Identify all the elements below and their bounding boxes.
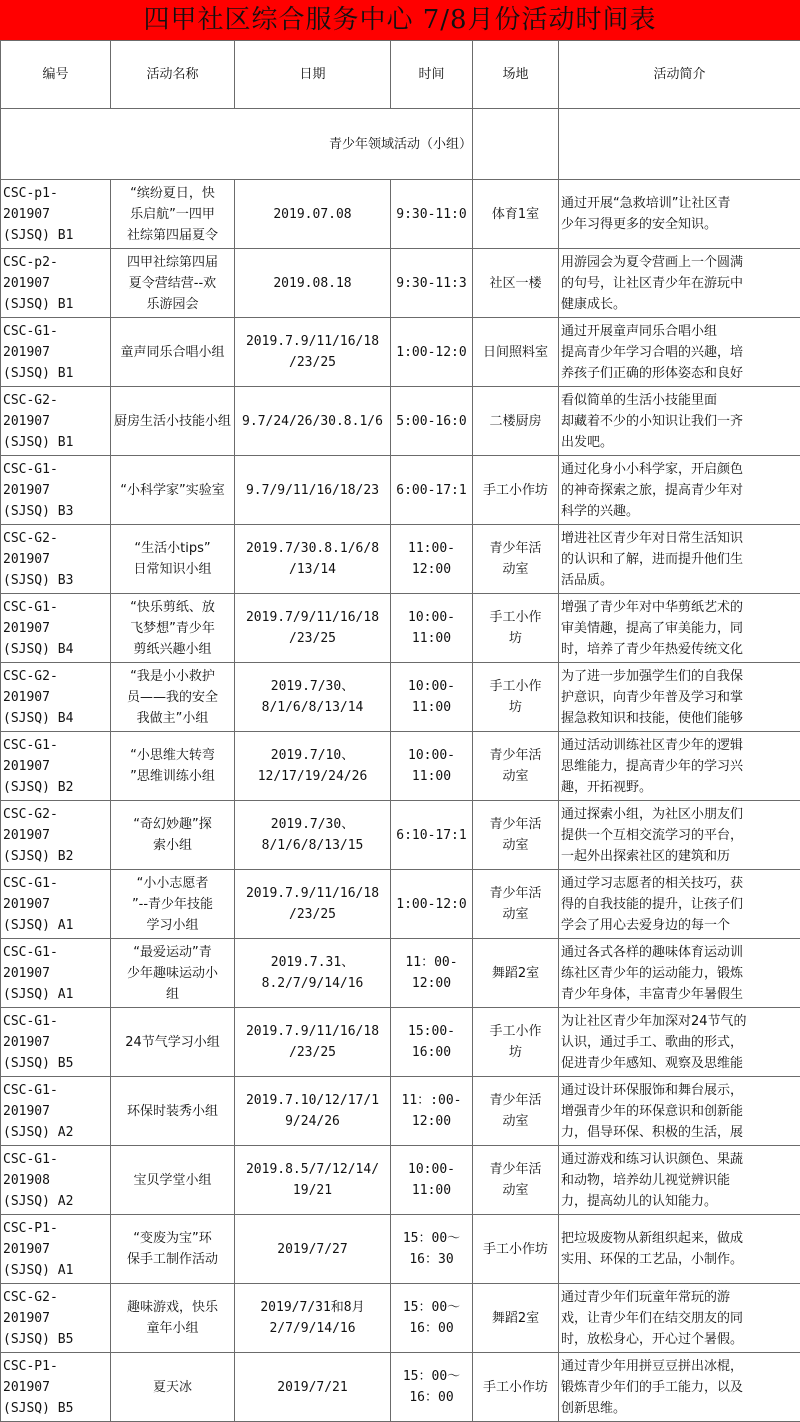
activity-time: 6:10-17:1: [391, 801, 473, 870]
header-venue: 场地: [473, 41, 559, 109]
activity-date: 2019/7/27: [235, 1215, 391, 1284]
activity-desc: 通过开展“急救培训”让社区青 少年习得更多的安全知识。: [559, 180, 800, 249]
activity-venue: 手工小作坊: [473, 456, 559, 525]
table-row: [1, 1077, 800, 1146]
activity-code: CSC-G2- 201907 (SJSQ) B5: [1, 1284, 111, 1353]
activity-date: 2019.8.5/7/12/14/ 19/21: [235, 1146, 391, 1215]
activity-time: 10:00- 11:00: [391, 732, 473, 801]
activity-name: “生活小tips” 日常知识小组: [111, 525, 235, 594]
header-desc: 活动简介: [559, 41, 800, 109]
activity-desc: 通过开展童声同乐合唱小组 提高青少年学习合唱的兴趣，培 养孩子们正确的形体姿态和良好: [559, 318, 800, 387]
activity-code: CSC-G1- 201907 (SJSQ) A1: [1, 870, 111, 939]
activity-venue: 青少年活 动室: [473, 525, 559, 594]
activity-code: CSC-G1- 201907 (SJSQ) B5: [1, 1008, 111, 1077]
activity-code: CSC-G1- 201907 (SJSQ) B1: [1, 318, 111, 387]
section-cell: [473, 109, 559, 180]
activity-date: 2019.7.9/11/16/18 /23/25: [235, 318, 391, 387]
activity-name: “奇幻妙趣”探 索小组: [111, 801, 235, 870]
table-row: [1, 732, 800, 801]
activity-date: 9.7/24/26/30.8.1/6: [235, 387, 391, 456]
table-row: [1, 1284, 800, 1353]
activity-time: 6:00-17:1: [391, 456, 473, 525]
header-code: 编号: [1, 41, 111, 109]
activity-venue: 手工小作 坊: [473, 594, 559, 663]
table-row: [1, 1353, 800, 1422]
activity-desc: 把垃圾废物从新组织起来，做成 实用、环保的工艺品，小制作。: [559, 1215, 800, 1284]
activity-code: CSC-G1- 201907 (SJSQ) B2: [1, 732, 111, 801]
activity-time: 11：00- 12:00: [391, 939, 473, 1008]
activity-date: 2019.7.31、 8.2/7/9/14/16: [235, 939, 391, 1008]
activity-venue: 青少年活 动室: [473, 732, 559, 801]
table-row: [1, 249, 800, 318]
activity-venue: 手工小作坊: [473, 1353, 559, 1422]
activity-date: 2019.7/30、 8/1/6/8/13/15: [235, 801, 391, 870]
activity-venue: 二楼厨房: [473, 387, 559, 456]
header-date: 日期: [235, 41, 391, 109]
table-row: [1, 1008, 800, 1077]
activity-name: 趣味游戏，快乐 童年小组: [111, 1284, 235, 1353]
activity-name: “快乐剪纸、放 飞梦想”青少年 剪纸兴趣小组: [111, 594, 235, 663]
table-row: [1, 456, 800, 525]
table-row: [1, 318, 800, 387]
activity-desc: 通过学习志愿者的相关技巧，获 得的自我技能的提升，让孩子们 学会了用心去爱身边的每一个: [559, 870, 800, 939]
activity-desc: 通过探索小组，为社区小朋友们 提供一个互相交流学习的平台， 一起外出探索社区的建筑和历: [559, 801, 800, 870]
schedule-table: [0, 40, 800, 1422]
activity-time: 9:30-11:0: [391, 180, 473, 249]
activity-date: 2019.7.9/11/16/18 /23/25: [235, 870, 391, 939]
activity-name: 童声同乐合唱小组: [111, 318, 235, 387]
section-cell: [559, 109, 800, 180]
table-row: [1, 939, 800, 1008]
activity-time: 10:00- 11:00: [391, 663, 473, 732]
table-row: [1, 180, 800, 249]
activity-code: CSC-P1- 201907 (SJSQ) B5: [1, 1353, 111, 1422]
activity-name: “小科学家”实验室: [111, 456, 235, 525]
activity-date: 2019.7.9/11/16/18 /23/25: [235, 1008, 391, 1077]
activity-desc: 增进社区青少年对日常生活知识 的认识和了解，进而提升他们生 活品质。: [559, 525, 800, 594]
activity-name: 宝贝学堂小组: [111, 1146, 235, 1215]
activity-desc: 通过青少年们玩童年常玩的游 戏，让青少年们在结交朋友的同 时，放松身心，开心过个暑假。: [559, 1284, 800, 1353]
activity-code: CSC-G1- 201907 (SJSQ) B3: [1, 456, 111, 525]
activity-code: CSC-G1- 201907 (SJSQ) B4: [1, 594, 111, 663]
activity-venue: 青少年活 动室: [473, 870, 559, 939]
activity-name: “我是小小救护 员——我的安全 我做主”小组: [111, 663, 235, 732]
table-row: [1, 663, 800, 732]
activity-desc: 通过活动训练社区青少年的逻辑 思维能力，提高青少年的学习兴 趣，开拓视野。: [559, 732, 800, 801]
section-label: 青少年领域活动（小组）: [1, 109, 473, 180]
table-row: [1, 594, 800, 663]
activity-code: CSC-p2- 201907 (SJSQ) B1: [1, 249, 111, 318]
activity-time: 15：00～ 16：00: [391, 1284, 473, 1353]
activity-name: “缤纷夏日，快 乐启航”一四甲 社综第四届夏令: [111, 180, 235, 249]
activity-time: 11：:00- 12:00: [391, 1077, 473, 1146]
activity-code: CSC-p1- 201907 (SJSQ) B1: [1, 180, 111, 249]
activity-time: 10:00- 11:00: [391, 594, 473, 663]
activity-desc: 为让社区青少年加深对24节气的 认识，通过手工、歌曲的形式， 促进青少年感知、观察及思维能: [559, 1008, 800, 1077]
activity-code: CSC-G1- 201908 (SJSQ) A2: [1, 1146, 111, 1215]
activity-date: 2019.7/30.8.1/6/8 /13/14: [235, 525, 391, 594]
activity-time: 9:30-11:3: [391, 249, 473, 318]
activity-date: 2019.08.18: [235, 249, 391, 318]
activity-code: CSC-G1- 201907 (SJSQ) A1: [1, 939, 111, 1008]
activity-name: 24节气学习小组: [111, 1008, 235, 1077]
header-time: 时间: [391, 41, 473, 109]
activity-time: 15：00～ 16：30: [391, 1215, 473, 1284]
activity-desc: 通过设计环保服饰和舞台展示， 增强青少年的环保意识和创新能 力，倡导环保、积极的生活，展: [559, 1077, 800, 1146]
activity-desc: 看似简单的生活小技能里面 却藏着不少的小知识让我们一齐 出发吧。: [559, 387, 800, 456]
activity-venue: 青少年活 动室: [473, 801, 559, 870]
activity-date: 2019/7/21: [235, 1353, 391, 1422]
activity-venue: 社区一楼: [473, 249, 559, 318]
activity-venue: 青少年活 动室: [473, 1077, 559, 1146]
activity-code: CSC-G2- 201907 (SJSQ) B4: [1, 663, 111, 732]
activity-date: 2019/7/31和8月 2/7/9/14/16: [235, 1284, 391, 1353]
activity-code: CSC-G2- 201907 (SJSQ) B3: [1, 525, 111, 594]
activity-venue: 手工小作坊: [473, 1215, 559, 1284]
activity-name: “最爱运动”青 少年趣味运动小 组: [111, 939, 235, 1008]
activity-desc: 通过青少年用拼豆豆拼出冰棍， 锻炼青少年们的手工能力，以及 创新思维。: [559, 1353, 800, 1422]
activity-venue: 舞蹈2室: [473, 939, 559, 1008]
table-row: [1, 387, 800, 456]
activity-date: 2019.7.10/12/17/1 9/24/26: [235, 1077, 391, 1146]
activity-desc: 为了进一步加强学生们的自我保 护意识，向青少年普及学习和掌 握急救知识和技能，使他们能够: [559, 663, 800, 732]
table-row: [1, 525, 800, 594]
activity-time: 1:00-12:0: [391, 870, 473, 939]
activity-code: CSC-G2- 201907 (SJSQ) B2: [1, 801, 111, 870]
activity-time: 11:00- 12:00: [391, 525, 473, 594]
table-row: [1, 1146, 800, 1215]
activity-desc: 通过游戏和练习认识颜色、果蔬 和动物，培养幼儿视觉辨识能 力，提高幼儿的认知能力。: [559, 1146, 800, 1215]
activity-venue: 手工小作 坊: [473, 1008, 559, 1077]
activity-name: “小小志愿者 ”--青少年技能 学习小组: [111, 870, 235, 939]
activity-name: “小思维大转弯 ”思维训练小组: [111, 732, 235, 801]
activity-desc: 通过化身小小科学家，开启颜色 的神奇探索之旅，提高青少年对 科学的兴趣。: [559, 456, 800, 525]
activity-date: 2019.7/30、 8/1/6/8/13/14: [235, 663, 391, 732]
activity-time: 1:00-12:0: [391, 318, 473, 387]
activity-venue: 手工小作 坊: [473, 663, 559, 732]
activity-date: 9.7/9/11/16/18/23: [235, 456, 391, 525]
activity-code: CSC-P1- 201907 (SJSQ) A1: [1, 1215, 111, 1284]
activity-code: CSC-G2- 201907 (SJSQ) B1: [1, 387, 111, 456]
activity-date: 2019.07.08: [235, 180, 391, 249]
section-row: [1, 109, 800, 180]
activity-venue: 舞蹈2室: [473, 1284, 559, 1353]
activity-venue: 体育1室: [473, 180, 559, 249]
activity-date: 2019.7/9/11/16/18 /23/25: [235, 594, 391, 663]
activity-name: 夏天冰: [111, 1353, 235, 1422]
activity-venue: 日间照料室: [473, 318, 559, 387]
activity-desc: 增强了青少年对中华剪纸艺术的 审美情趣，提高了审美能力，同 时，培养了青少年热爱传统文化: [559, 594, 800, 663]
table-row: [1, 870, 800, 939]
table-header-row: [1, 41, 800, 109]
activity-name: “变废为宝”环 保手工制作活动: [111, 1215, 235, 1284]
activity-venue: 青少年活 动室: [473, 1146, 559, 1215]
activity-time: 5:00-16:0: [391, 387, 473, 456]
header-name: 活动名称: [111, 41, 235, 109]
activity-name: 环保时装秀小组: [111, 1077, 235, 1146]
table-row: [1, 801, 800, 870]
activity-time: 10:00- 11:00: [391, 1146, 473, 1215]
activity-time: 15:00- 16:00: [391, 1008, 473, 1077]
activity-time: 15：00～ 16：00: [391, 1353, 473, 1422]
activity-name: 四甲社综第四届 夏令营结营--欢 乐游园会: [111, 249, 235, 318]
activity-date: 2019.7/10、 12/17/19/24/26: [235, 732, 391, 801]
page-title: 四甲社区综合服务中心 7/8月份活动时间表: [0, 0, 800, 40]
activity-desc: 通过各式各样的趣味体育运动训 练社区青少年的运动能力，锻炼 青少年身体，丰富青少年暑假生: [559, 939, 800, 1008]
activity-desc: 用游园会为夏令营画上一个圆满 的句号，让社区青少年在游玩中 健康成长。: [559, 249, 800, 318]
activity-name: 厨房生活小技能小组: [111, 387, 235, 456]
table-row: [1, 1215, 800, 1284]
activity-code: CSC-G1- 201907 (SJSQ) A2: [1, 1077, 111, 1146]
